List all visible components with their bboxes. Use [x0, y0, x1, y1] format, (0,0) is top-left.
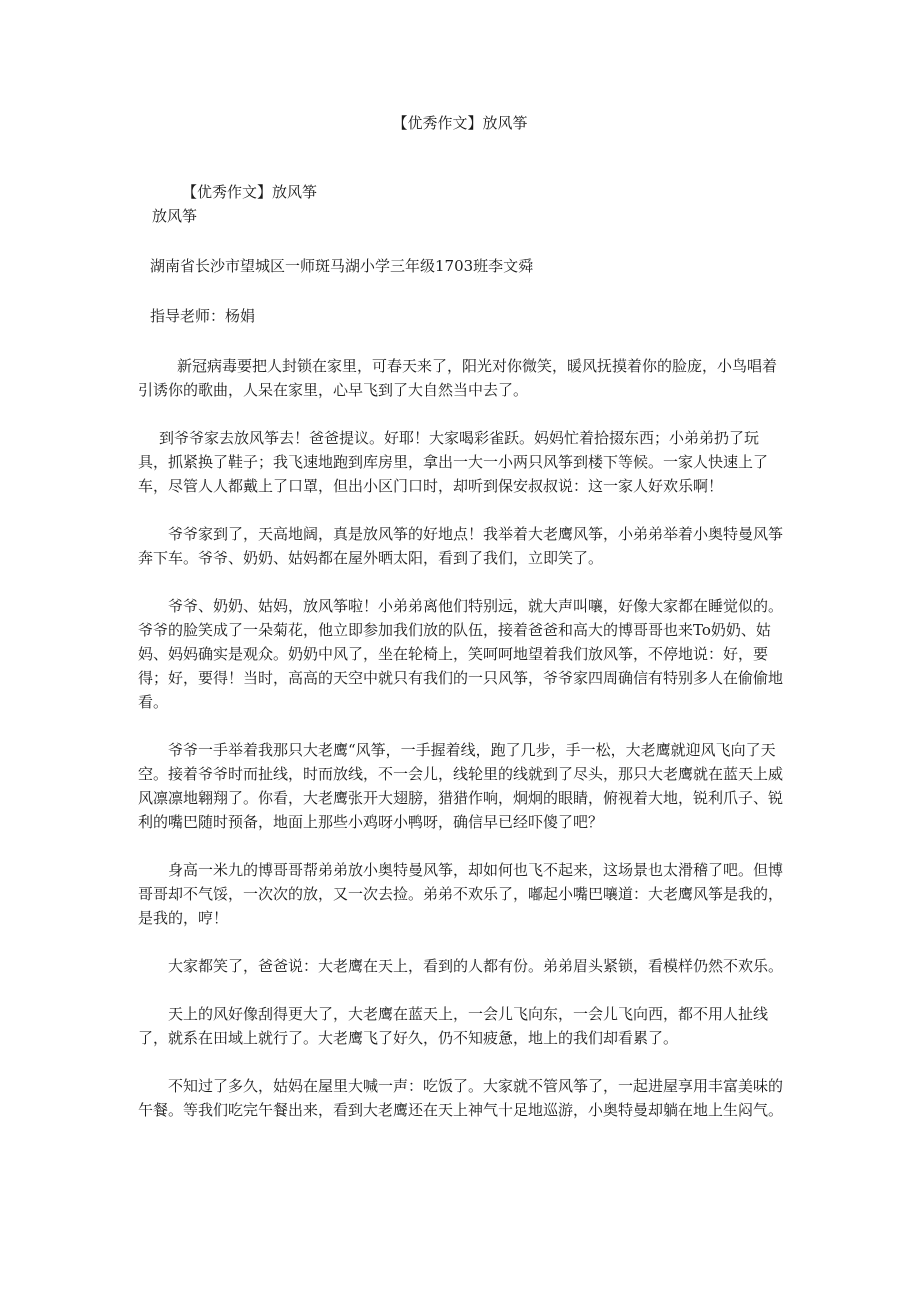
essay-subtitle: 【优秀作文】放风筝: [182, 183, 318, 201]
document-body: [138, 180, 786, 1122]
paragraph-7: 大家都笑了，爸爸说：大老鹰在天上，看到的人都有份。弟弟眉头紧锁，看模样仍然不欢乐。: [168, 957, 784, 975]
paragraph-4: 爷爷、奶奶、姑妈，放风筝啦！小弟弟离他们特别远，就大声叫嚷，好像大家都在睡觉似的。爷爷的脸笑成了一朵菊花，他立即参加我们放的队伍，接着爸爸和高大的博哥哥也来To奶奶、姑妈、妈妈确实是观众。奶奶中风了，坐在轮椅上，笑呵呵地望着我们放风筝，不停地说：好，要得；好，要得！当时，高高的天空中就只有我们的一只风筝，爷爷家四周确信有特别多人在偷偷地看。: [138, 597, 784, 711]
paragraph-3: 爷爷家到了，天高地阔，真是放风筝的好地点！我举着大老鹰风筝，小弟弟举着小奥特曼风筝奔下车。爷爷、奶奶、姑妈都在屋外晒太阳，看到了我们，立即笑了。: [138, 525, 784, 567]
paragraph-9: 不知过了多久，姑妈在屋里大喊一声：吃饭了。大家就不管风筝了，一起进屋享用丰富美味的午餐。等我们吃完午餐出来，看到大老鹰还在天上神气十足地巡游，小奥特曼却躺在地上生闷气。: [138, 1077, 784, 1119]
paragraph-5: 爷爷一手举着我那只大老鹰“风筝，一手握着线，跑了几步，手一松，大老鹰就迎风飞向了天空。接着爷爷时而扯线，时而放线，不一会儿，线轮里的线就到了尽头，那只大老鹰就在蓝天上威风凛凛地翱翔了。你看，大老鹰张开大翅膀，猎猎作响，炯炯的眼睛，俯视着大地，锐利爪子、锐利的嘴巴随时预备，地面上那些小鸡呀小鸭呀，确信早已经吓傻了吧？: [138, 741, 784, 831]
paragraph-2: 到爷爷家去放风筝去！爸爸提议。好耶！大家喝彩雀跃。妈妈忙着拾掇东西；小弟弟扔了玩具，抓紧换了鞋子；我飞速地跑到库房里，拿出一大一小两只风筝到楼下等候。一家人快速上了车，尽管人人都戴上了口罩，但出小区门口时，却听到保安叔叔说：这一家人好欢乐啊！: [138, 429, 769, 495]
page-title: 【优秀作文】放风筝: [392, 114, 528, 132]
author-line: 湖南省长沙市望城区一师斑马湖小学三年级1703班李文舜: [150, 257, 534, 275]
teacher-line: 指导老师：杨娟: [150, 307, 256, 325]
essay-title: 放风筝: [152, 207, 198, 225]
paragraph-6: 身高一米九的博哥哥帮弟弟放小奥特曼风筝，却如何也飞不起来，这场景也太滑稽了吧。但博哥哥却不气馁，一次次的放，又一次去捡。弟弟不欢乐了，嘟起小嘴巴嚷道：大老鹰风筝是我的，是我的，哼！: [138, 861, 784, 927]
paragraph-8: 天上的风好像刮得更大了，大老鹰在蓝天上，一会儿飞向东，一会儿飞向西，都不用人扯线了，就系在田域上就行了。大老鹰飞了好久，仍不知疲惫，地上的我们却看累了。: [138, 1005, 769, 1047]
paragraph-1: 新冠病毒要把人封锁在家里，可春天来了，阳光对你微笑，暖风抚摸着你的脸庞，小鸟唱着引诱你的歌曲，人呆在家里，心早飞到了大自然当中去了。: [138, 357, 778, 399]
